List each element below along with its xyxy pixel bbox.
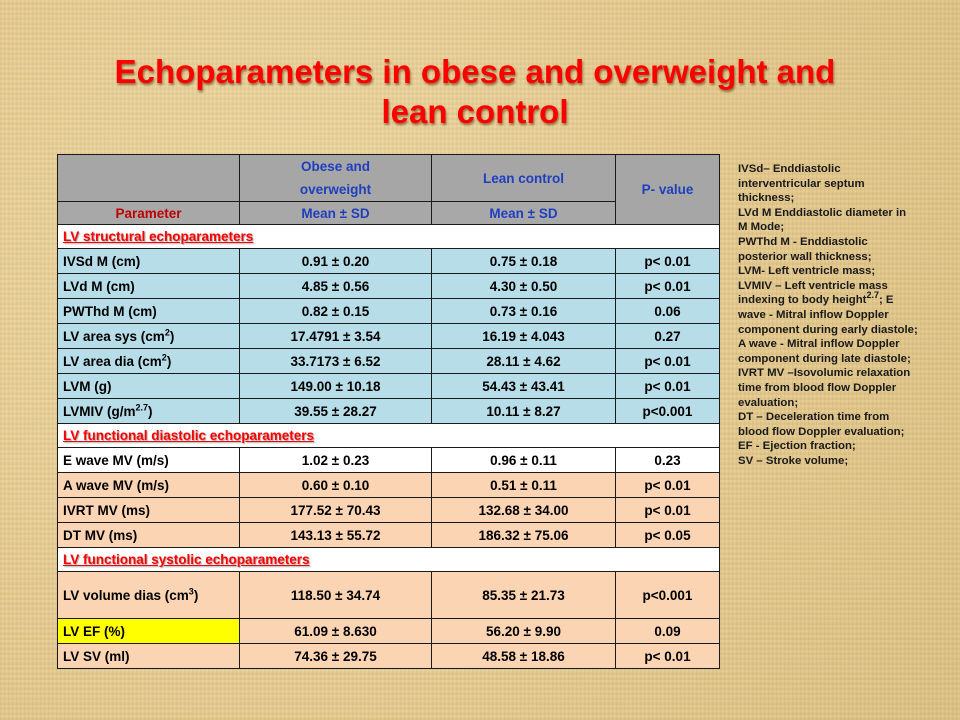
obese-cell: 0.60 ± 0.10 bbox=[240, 473, 432, 498]
obese-cell: 4.85 ± 0.56 bbox=[240, 274, 432, 299]
obese-cell: 61.09 ± 8.630 bbox=[240, 619, 432, 644]
obese-cell: 17.4791 ± 3.54 bbox=[240, 324, 432, 349]
table-row bbox=[58, 644, 720, 669]
header-obese: Obese and overweight bbox=[240, 155, 432, 202]
obese-cell: 39.55 ± 28.27 bbox=[240, 399, 432, 424]
lean-cell: 4.30 ± 0.50 bbox=[432, 274, 616, 299]
section-header-row bbox=[58, 548, 720, 572]
pvalue-cell: p< 0.01 bbox=[616, 274, 720, 299]
legend-line bbox=[738, 279, 918, 337]
param-text: LV area dia (cm bbox=[63, 353, 162, 369]
param-close: ) bbox=[148, 403, 153, 419]
pvalue-cell: p< 0.05 bbox=[616, 523, 720, 548]
table-row bbox=[58, 324, 720, 349]
param-cell bbox=[58, 324, 240, 349]
lean-cell: 16.19 ± 4.043 bbox=[432, 324, 616, 349]
param-cell: IVSd M (cm) bbox=[58, 249, 240, 274]
legend-line: A wave - Mitral inflow Doppler component during late diastole; bbox=[738, 338, 911, 365]
param-superscript: 2 bbox=[161, 352, 167, 362]
pvalue-cell: p< 0.01 bbox=[616, 644, 720, 669]
pvalue-cell: p< 0.01 bbox=[616, 349, 720, 374]
legend-line: LVM- Left ventricle mass; bbox=[738, 265, 876, 278]
obese-cell: 118.50 ± 34.74 bbox=[240, 572, 432, 619]
param-superscript: 3 bbox=[188, 586, 194, 596]
section-header-row bbox=[58, 424, 720, 448]
pvalue-cell: 0.06 bbox=[616, 299, 720, 324]
lean-cell: 0.96 ± 0.11 bbox=[432, 448, 616, 473]
legend-line: PWThd M - Enddiastolic posterior wall thickness; bbox=[738, 235, 872, 263]
lean-cell: 54.43 ± 43.41 bbox=[432, 374, 616, 399]
obese-cell: 149.00 ± 10.18 bbox=[240, 374, 432, 399]
pvalue-cell: p< 0.01 bbox=[616, 374, 720, 399]
section-header-row bbox=[58, 225, 720, 249]
legend-line: LVd M Enddiastolic diameter in M Mode; bbox=[738, 206, 907, 234]
obese-cell: 143.13 ± 55.72 bbox=[240, 523, 432, 548]
table-row bbox=[58, 523, 720, 548]
param-cell bbox=[58, 399, 240, 424]
lean-cell: 48.58 ± 18.86 bbox=[432, 644, 616, 669]
lean-cell: 56.20 ± 9.90 bbox=[432, 619, 616, 644]
table-row bbox=[58, 349, 720, 374]
slide-title-line-1: Echoparameters in obese and overweight and bbox=[114, 53, 836, 90]
lean-cell: 28.11 ± 4.62 bbox=[432, 349, 616, 374]
legend-line: DT – Deceleration time from blood flow Doppler evaluation; EF - Ejection fraction; bbox=[738, 411, 905, 453]
param-cell: PWThd M (cm) bbox=[58, 299, 240, 324]
table-row bbox=[58, 448, 720, 473]
pvalue-cell: p<0.001 bbox=[616, 399, 720, 424]
lean-cell: 85.35 ± 21.73 bbox=[432, 572, 616, 619]
header-mean-sd-obese: Mean ± SD bbox=[240, 202, 432, 225]
table-row bbox=[58, 249, 720, 274]
table-row bbox=[58, 572, 720, 619]
legend-superscript: 2.7 bbox=[866, 290, 879, 301]
section-title-structural: LV structural echoparameters bbox=[58, 225, 720, 249]
table-row bbox=[58, 473, 720, 498]
param-text: LV volume dias (cm bbox=[63, 587, 189, 603]
param-cell bbox=[58, 349, 240, 374]
param-cell bbox=[58, 572, 240, 619]
obese-cell: 33.7173 ± 6.52 bbox=[240, 349, 432, 374]
table-row bbox=[58, 299, 720, 324]
table-row bbox=[58, 619, 720, 644]
param-cell: LV EF (%) bbox=[58, 619, 240, 644]
header-mean-sd-lean: Mean ± SD bbox=[432, 202, 616, 225]
lean-cell: 0.51 ± 0.11 bbox=[432, 473, 616, 498]
param-cell: A wave MV (m/s) bbox=[58, 473, 240, 498]
legend-line: SV – Stroke volume; bbox=[738, 454, 849, 467]
lean-cell: 0.73 ± 0.16 bbox=[432, 299, 616, 324]
pvalue-cell: 0.09 bbox=[616, 619, 720, 644]
legend-line: IVRT MV –Isovolumic relaxation time from blood flow Doppler evaluation; bbox=[738, 367, 911, 409]
table-row bbox=[58, 274, 720, 299]
header-lean: Lean control bbox=[432, 155, 616, 202]
echoparameters-table bbox=[57, 154, 720, 669]
legend-text: LVMIV – Left ventricle mass indexing to body height bbox=[738, 279, 888, 307]
legend-text: ; E wave - Mitral inflow Doppler component during early diastole; bbox=[738, 294, 918, 336]
param-cell: LVM (g) bbox=[58, 374, 240, 399]
slide-title-line-2: lean control bbox=[381, 93, 569, 130]
param-cell: LV SV (ml) bbox=[58, 644, 240, 669]
lean-cell: 10.11 ± 8.27 bbox=[432, 399, 616, 424]
param-superscript: 2 bbox=[164, 327, 170, 337]
param-cell: LVd M (cm) bbox=[58, 274, 240, 299]
pvalue-cell: p<0.001 bbox=[616, 572, 720, 619]
table-row bbox=[58, 374, 720, 399]
param-superscript: 2.7 bbox=[135, 402, 149, 412]
param-text: LV area sys (cm bbox=[63, 328, 165, 344]
obese-cell: 74.36 ± 29.75 bbox=[240, 644, 432, 669]
header-empty-cell bbox=[58, 155, 240, 202]
lean-cell: 186.32 ± 75.06 bbox=[432, 523, 616, 548]
legend-line: IVSd– Enddiastolic interventricular septum thickness; bbox=[738, 163, 865, 205]
table-row bbox=[58, 498, 720, 523]
param-close: ) bbox=[169, 328, 175, 344]
pvalue-cell: p< 0.01 bbox=[616, 473, 720, 498]
table-header-row-1 bbox=[58, 155, 720, 202]
param-text: LVMIV (g/m bbox=[63, 403, 136, 419]
lean-cell: 132.68 ± 34.00 bbox=[432, 498, 616, 523]
param-close: ) bbox=[166, 353, 172, 369]
abbreviation-legend bbox=[738, 162, 918, 468]
table-row bbox=[58, 399, 720, 424]
obese-cell: 0.91 ± 0.20 bbox=[240, 249, 432, 274]
obese-cell: 177.52 ± 70.43 bbox=[240, 498, 432, 523]
param-cell: E wave MV (m/s) bbox=[58, 448, 240, 473]
obese-cell: 0.82 ± 0.15 bbox=[240, 299, 432, 324]
pvalue-cell: p< 0.01 bbox=[616, 498, 720, 523]
pvalue-cell: 0.23 bbox=[616, 448, 720, 473]
header-pvalue: P- value bbox=[616, 155, 720, 225]
lean-cell: 0.75 ± 0.18 bbox=[432, 249, 616, 274]
param-cell: DT MV (ms) bbox=[58, 523, 240, 548]
pvalue-cell: p< 0.01 bbox=[616, 249, 720, 274]
slide-title bbox=[20, 52, 930, 132]
obese-cell: 1.02 ± 0.23 bbox=[240, 448, 432, 473]
section-title-systolic: LV functional systolic echoparameters bbox=[58, 548, 720, 572]
header-parameter: Parameter bbox=[58, 202, 240, 225]
pvalue-cell: 0.27 bbox=[616, 324, 720, 349]
section-title-diastolic: LV functional diastolic echoparameters bbox=[58, 424, 720, 448]
param-cell: IVRT MV (ms) bbox=[58, 498, 240, 523]
param-close: ) bbox=[193, 587, 199, 603]
